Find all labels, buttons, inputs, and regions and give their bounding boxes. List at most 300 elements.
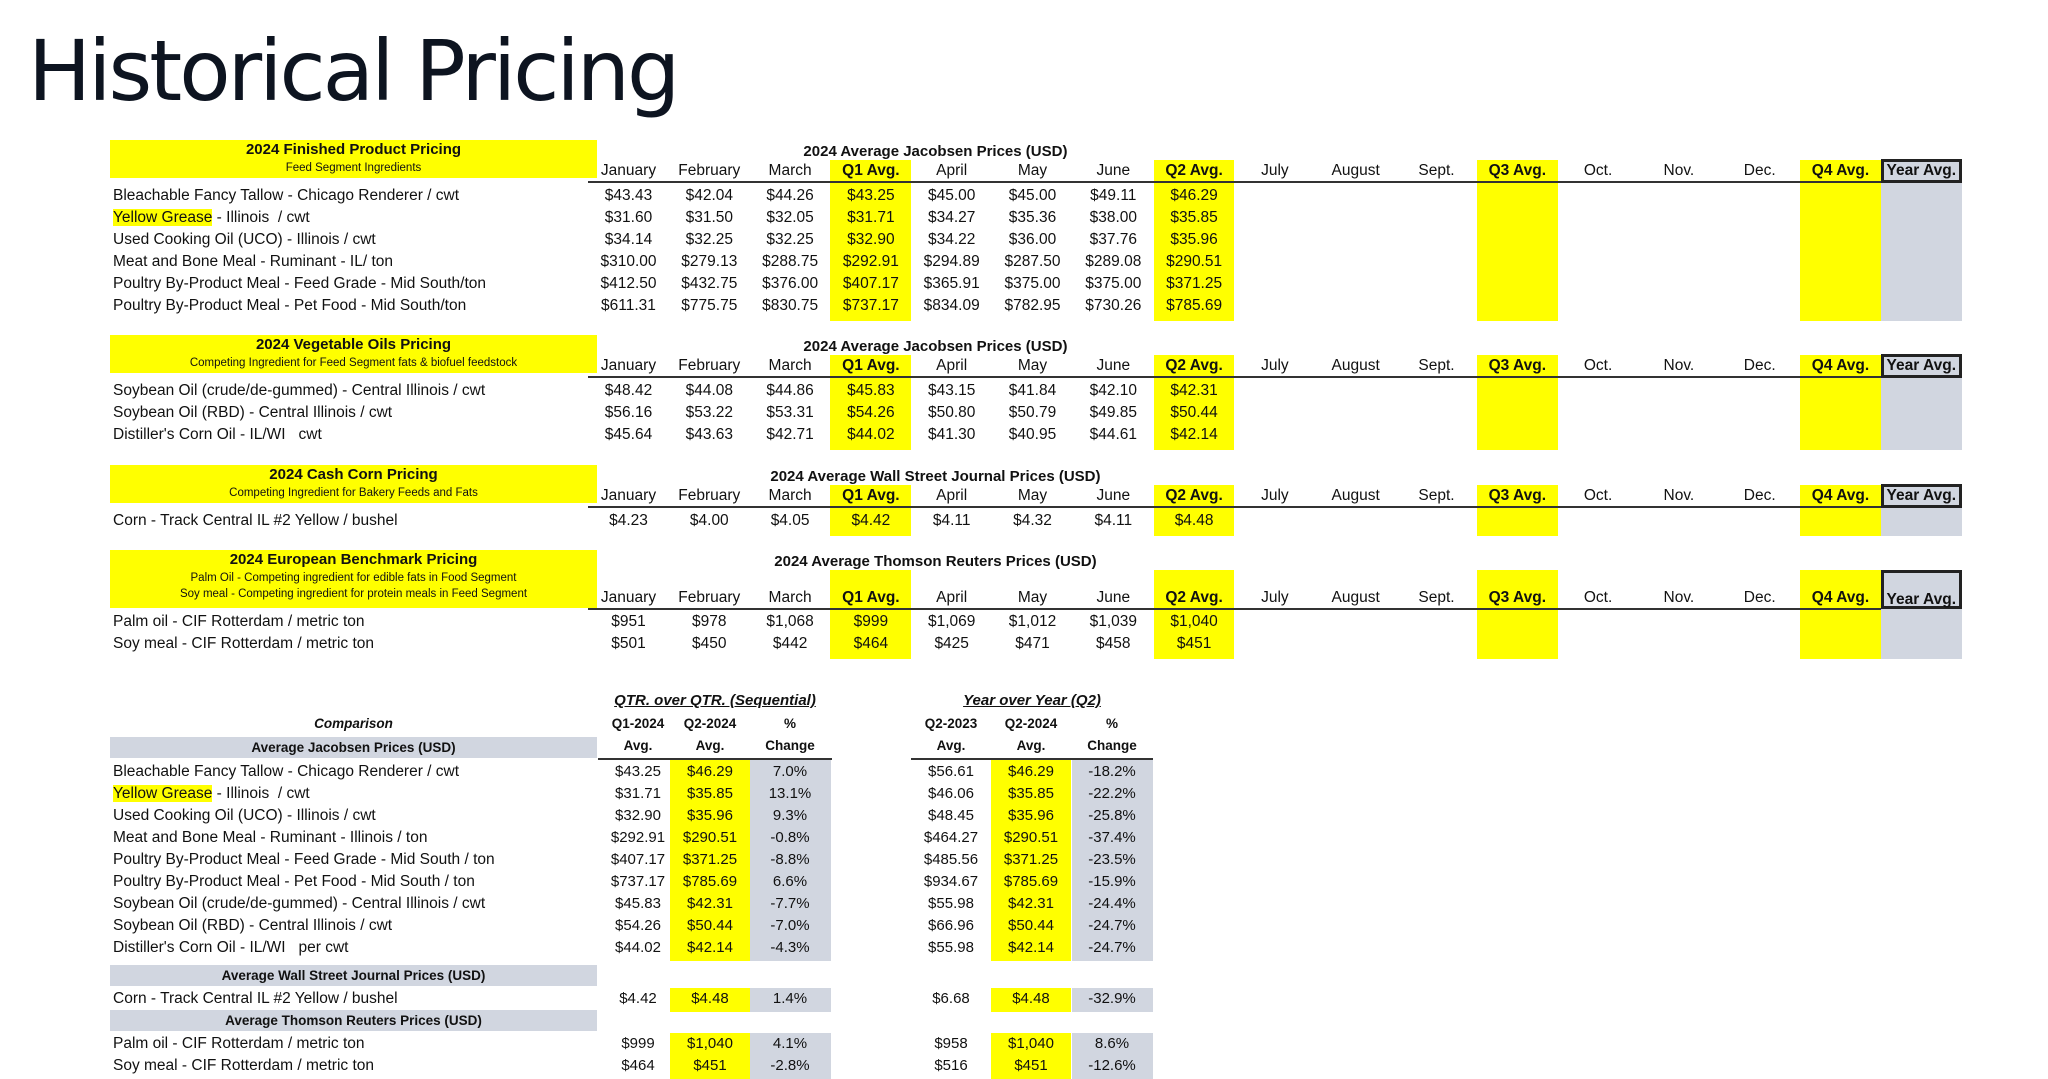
qoq-header: Q1-2024: [611, 716, 665, 731]
price-cell: $34.14: [604, 231, 653, 248]
column-header: Sept.: [1418, 357, 1455, 374]
price-cell: $4.05: [770, 512, 810, 529]
column-header: June: [1096, 487, 1131, 504]
qoq-cell: $45.83: [615, 895, 661, 912]
yoy-cell: $485.56: [923, 851, 979, 868]
column-header: May: [1017, 589, 1048, 606]
price-cell: $50.79: [1008, 404, 1057, 421]
column-header: Q1 Avg.: [842, 162, 900, 179]
price-cell: $1,068: [766, 613, 814, 630]
column-header: May: [1017, 487, 1048, 504]
yoy-cell: $50.44: [1008, 917, 1054, 934]
row-label-text: Poultry By-Product Meal - Feed Grade - Mid South / ton: [113, 851, 495, 868]
comparison-row-label: [113, 1033, 365, 1055]
price-cell: $310.00: [600, 253, 657, 270]
row-label-text: Used Cooking Oil (UCO) - Illinois / cwt: [113, 807, 376, 824]
yoy-cell: $42.14: [1008, 939, 1054, 956]
price-cell: $50.80: [927, 404, 976, 421]
row-label: [113, 510, 398, 532]
column-header: Oct.: [1583, 589, 1613, 606]
section-header-box: [110, 335, 597, 373]
comparison-row-label: [113, 783, 310, 805]
qoq-header: Change: [765, 738, 815, 753]
qoq-cell: $292.91: [610, 829, 666, 846]
qoq-cell: $1,040: [687, 1035, 733, 1052]
qoq-cell: $42.14: [687, 939, 733, 956]
column-header: April: [936, 162, 968, 179]
column-header: Sept.: [1418, 487, 1455, 504]
section-header-box: [110, 465, 597, 503]
row-label: [113, 229, 376, 251]
row-label-text: Used Cooking Oil (UCO) - Illinois / cwt: [113, 231, 376, 248]
yoy-cell: -32.9%: [1088, 990, 1136, 1007]
column-header: February: [678, 357, 741, 374]
column-header: Q3 Avg.: [1488, 357, 1546, 374]
qoq-header: Q2-2024: [683, 716, 737, 731]
price-cell: $294.89: [923, 253, 980, 270]
section-subtitle: Competing Ingredient for Feed Segment fats & biofuel feedstock: [189, 357, 518, 369]
column-header: Oct.: [1583, 487, 1613, 504]
qoq-cell: $999: [621, 1035, 655, 1052]
comparison-row-label: [113, 1055, 374, 1077]
price-cell: $951: [611, 613, 646, 630]
price-cell: $35.36: [1008, 209, 1057, 226]
price-cell: $38.00: [1089, 209, 1137, 226]
yoy-cell: $958: [934, 1035, 968, 1052]
yoy-header: Avg.: [1016, 738, 1046, 753]
column-header: July: [1261, 589, 1289, 606]
qoq-cell: $785.69: [682, 873, 738, 890]
column-header: Nov.: [1663, 487, 1695, 504]
row-label-text: Bleachable Fancy Tallow - Chicago Renderer / cwt: [113, 187, 460, 204]
column-header: April: [936, 589, 968, 606]
qoq-cell: $54.26: [615, 917, 661, 934]
row-label: [113, 273, 486, 295]
qoq-cell: -7.7%: [770, 895, 810, 912]
price-cell: $49.85: [1089, 404, 1137, 421]
price-cell: $44.26: [766, 187, 814, 204]
section-title: 2024 Finished Product Pricing: [245, 141, 462, 158]
price-cell: $43.43: [604, 187, 653, 204]
qoq-cell: 13.1%: [768, 785, 812, 802]
header-underline: [588, 376, 1881, 378]
yoy-cell: $785.69: [1003, 873, 1059, 890]
comparison-row-label: [113, 871, 475, 893]
row-label-text: Corn - Track Central IL #2 Yellow / bushel: [113, 990, 398, 1007]
price-cell: $501: [611, 635, 646, 652]
column-header: August: [1331, 357, 1380, 374]
column-header: June: [1096, 162, 1131, 179]
row-label: [113, 402, 392, 424]
price-cell: $289.08: [1085, 253, 1142, 270]
price-cell: $43.63: [685, 426, 733, 443]
column-header: Dec.: [1743, 589, 1776, 606]
column-header: Q1 Avg.: [842, 589, 900, 606]
price-cell: $44.02: [847, 426, 895, 443]
price-cell: $730.26: [1085, 297, 1142, 314]
quarter-avg-column-highlight: [1800, 570, 1881, 659]
price-cell: $978: [692, 613, 727, 630]
price-cell: $471: [1015, 635, 1050, 652]
column-header: February: [678, 589, 741, 606]
highlighted-label-text: Yellow Grease: [113, 209, 213, 226]
price-cell: $50.44: [1170, 404, 1218, 421]
qoq-cell: 4.1%: [772, 1035, 808, 1052]
row-label-text: Soybean Oil (RBD) - Central Illinois / cwt: [113, 404, 393, 421]
price-cell: $1,040: [1170, 613, 1218, 630]
section-title: 2024 European Benchmark Pricing: [229, 551, 478, 568]
price-cell: $365.91: [923, 275, 980, 292]
yoy-title: Year over Year (Q2): [963, 692, 1101, 709]
qoq-cell: $407.17: [610, 851, 666, 868]
qoq-cell: 6.6%: [772, 873, 808, 890]
column-header: Q4 Avg.: [1811, 589, 1870, 606]
column-header: Q2 Avg.: [1165, 487, 1223, 504]
column-header: Q3 Avg.: [1488, 589, 1546, 606]
column-header: Year Avg.: [1881, 570, 1962, 609]
row-label-text: Distiller's Corn Oil - IL/WI cwt: [113, 426, 322, 443]
price-cell: $35.96: [1170, 231, 1218, 248]
column-header: Q3 Avg.: [1488, 162, 1546, 179]
yoy-cell: $1,040: [1008, 1035, 1054, 1052]
column-header: Dec.: [1743, 357, 1776, 374]
price-source-title: 2024 Average Wall Street Journal Prices (USD): [770, 468, 1101, 485]
yoy-cell: $55.98: [928, 939, 974, 956]
column-header: Sept.: [1418, 589, 1455, 606]
yoy-cell: $516: [934, 1057, 968, 1074]
row-label: [113, 251, 393, 273]
column-header: March: [768, 162, 812, 179]
column-header: January: [600, 357, 657, 374]
yoy-cell: $35.96: [1008, 807, 1054, 824]
price-cell: $450: [692, 635, 727, 652]
column-header: June: [1096, 589, 1131, 606]
price-cell: $782.95: [1004, 297, 1061, 314]
comparison-row-label: [113, 893, 485, 915]
qoq-cell: $4.48: [691, 990, 729, 1007]
yoy-cell: -15.9%: [1088, 873, 1136, 890]
price-cell: $40.95: [1008, 426, 1057, 443]
section-subtitle: Feed Segment Ingredients: [285, 162, 422, 174]
column-header: Year Avg.: [1881, 484, 1962, 508]
header-underline: [588, 506, 1881, 508]
qoq-cell: -7.0%: [770, 917, 810, 934]
yoy-header: %: [1105, 716, 1118, 731]
section-header-box: [110, 140, 597, 178]
comparison-group-header: Average Wall Street Journal Prices (USD): [110, 965, 597, 986]
row-label-text: Soybean Oil (crude/de-gummed) - Central Illinois / cwt: [113, 895, 486, 912]
price-cell: $432.75: [681, 275, 738, 292]
comparison-row-label: [113, 761, 459, 783]
yoy-cell: $290.51: [1003, 829, 1059, 846]
column-header: August: [1331, 589, 1380, 606]
qoq-cell: $35.85: [687, 785, 733, 802]
yoy-cell: -12.6%: [1088, 1057, 1136, 1074]
column-header: March: [768, 487, 812, 504]
price-cell: $1,012: [1008, 613, 1057, 630]
price-cell: $48.42: [604, 382, 653, 399]
qoq-cell: -8.8%: [770, 851, 810, 868]
price-cell: $37.76: [1089, 231, 1137, 248]
price-cell: $1,039: [1089, 613, 1137, 630]
qoq-header: Avg.: [695, 738, 725, 753]
qoq-cell: $42.31: [687, 895, 733, 912]
row-label-text: Corn - Track Central IL #2 Yellow / bushel: [113, 512, 398, 529]
price-cell: $42.31: [1170, 382, 1218, 399]
column-header: Q2 Avg.: [1165, 589, 1223, 606]
price-cell: $376.00: [762, 275, 819, 292]
price-cell: $32.05: [766, 209, 814, 226]
column-header: Dec.: [1743, 487, 1776, 504]
yoy-header: Q2-2024: [1004, 716, 1058, 731]
yoy-cell: -18.2%: [1088, 763, 1136, 780]
yoy-cell: $6.68: [932, 990, 970, 1007]
price-cell: $44.86: [766, 382, 814, 399]
price-cell: $31.60: [604, 209, 653, 226]
column-header: July: [1261, 162, 1289, 179]
column-header: Q2 Avg.: [1165, 162, 1223, 179]
column-header: July: [1261, 357, 1289, 374]
column-header: Q1 Avg.: [842, 357, 900, 374]
column-header: Q4 Avg.: [1811, 162, 1870, 179]
row-label: [113, 611, 365, 633]
row-label-text: Poultry By-Product Meal - Pet Food - Mid South / ton: [113, 873, 475, 890]
price-cell: $375.00: [1085, 275, 1142, 292]
row-label-text: Poultry By-Product Meal - Pet Food - Mid South/ton: [113, 297, 467, 314]
year-avg-column-highlight: [1881, 160, 1962, 321]
yoy-cell: $46.29: [1008, 763, 1054, 780]
price-cell: $43.15: [927, 382, 976, 399]
column-header: July: [1261, 487, 1289, 504]
row-label-text: Distiller's Corn Oil - IL/WI per cwt: [113, 939, 349, 956]
column-header: January: [600, 162, 657, 179]
qoq-header: %: [783, 716, 796, 731]
row-label: [113, 633, 374, 655]
column-header: May: [1017, 357, 1048, 374]
price-cell: $31.71: [847, 209, 895, 226]
qoq-cell: $31.71: [615, 785, 661, 802]
column-header: Oct.: [1583, 162, 1613, 179]
yoy-cell: -24.4%: [1088, 895, 1136, 912]
price-cell: $43.25: [847, 187, 895, 204]
price-cell: $4.00: [689, 512, 729, 529]
column-header: Oct.: [1583, 357, 1613, 374]
price-cell: $288.75: [762, 253, 819, 270]
comparison-row-label: [113, 937, 349, 959]
yoy-header: Avg.: [936, 738, 966, 753]
section-subtitle: Palm Oil - Competing ingredient for edible fats in Food Segment: [190, 572, 517, 584]
qoq-cell: -4.3%: [770, 939, 810, 956]
qoq-cell: $32.90: [615, 807, 661, 824]
column-header: Nov.: [1663, 357, 1695, 374]
comparison-row-label: [113, 827, 427, 849]
comparison-row-label: [113, 988, 398, 1010]
column-header: Q2 Avg.: [1165, 357, 1223, 374]
row-label: [113, 185, 459, 207]
row-label-text: - Illinois / cwt: [212, 209, 310, 226]
price-cell: $279.13: [681, 253, 738, 270]
price-cell: $451: [1176, 635, 1212, 652]
price-cell: $1,069: [927, 613, 976, 630]
price-cell: $45.83: [847, 382, 895, 399]
quarter-avg-column-highlight: [1800, 160, 1881, 321]
qoq-cell: $46.29: [687, 763, 733, 780]
price-cell: $41.84: [1008, 382, 1057, 399]
row-label-text: Meat and Bone Meal - Ruminant - Illinois / ton: [113, 829, 428, 846]
row-label: [113, 295, 466, 317]
comparison-label: Comparison: [314, 716, 393, 731]
section-header-box: [110, 550, 597, 608]
price-cell: $834.09: [923, 297, 980, 314]
price-cell: $45.64: [604, 426, 653, 443]
yoy-cell: $56.61: [928, 763, 974, 780]
yoy-cell: 8.6%: [1094, 1035, 1130, 1052]
comparison-row-label: [113, 805, 376, 827]
qoq-cell: $737.17: [610, 873, 666, 890]
yoy-cell: $451: [1014, 1057, 1048, 1074]
column-header: Q4 Avg.: [1811, 357, 1870, 374]
column-header: Year Avg.: [1881, 159, 1962, 183]
header-underline: [588, 608, 1881, 610]
price-cell: $42.04: [685, 187, 733, 204]
column-header: Q3 Avg.: [1488, 487, 1546, 504]
price-cell: $371.25: [1166, 275, 1223, 292]
price-cell: $53.31: [766, 404, 814, 421]
qoq-cell: 9.3%: [772, 807, 808, 824]
price-cell: $830.75: [762, 297, 819, 314]
row-label-text: Palm oil - CIF Rotterdam / metric ton: [113, 613, 365, 630]
price-cell: $49.11: [1090, 187, 1137, 204]
quarter-avg-column-highlight: [1477, 160, 1558, 321]
section-subtitle: Competing Ingredient for Bakery Feeds and Fats: [229, 487, 478, 499]
row-label-text: Meat and Bone Meal - Ruminant - IL/ ton: [113, 253, 394, 270]
column-header: June: [1096, 357, 1131, 374]
price-cell: $53.22: [685, 404, 733, 421]
qoq-cell: $290.51: [682, 829, 738, 846]
yoy-cell: $55.98: [928, 895, 974, 912]
price-cell: $32.25: [766, 231, 814, 248]
column-header: May: [1017, 162, 1048, 179]
qoq-cell: 1.4%: [772, 990, 808, 1007]
qoq-cell: -2.8%: [770, 1057, 810, 1074]
qoq-cell: $50.44: [687, 917, 733, 934]
quarter-avg-column-highlight: [1477, 570, 1558, 659]
price-source-title: 2024 Average Thomson Reuters Prices (USD): [774, 553, 1097, 570]
qoq-cell: -0.8%: [770, 829, 810, 846]
qoq-cell: $43.25: [615, 763, 661, 780]
price-cell: $34.22: [927, 231, 976, 248]
price-cell: $292.91: [842, 253, 899, 270]
price-cell: $775.75: [681, 297, 738, 314]
column-header: Nov.: [1663, 162, 1695, 179]
price-cell: $290.51: [1166, 253, 1223, 270]
qoq-cell: $44.02: [615, 939, 661, 956]
yoy-cell: $464.27: [923, 829, 979, 846]
price-cell: $785.69: [1166, 297, 1223, 314]
price-cell: $41.30: [927, 426, 976, 443]
yoy-cell: $371.25: [1003, 851, 1059, 868]
qoq-cell: $35.96: [687, 807, 733, 824]
price-cell: $4.11: [1094, 512, 1133, 529]
price-cell: $464: [853, 635, 889, 652]
price-cell: $4.42: [851, 512, 891, 529]
row-label-text: Soy meal - CIF Rotterdam / metric ton: [113, 635, 374, 652]
price-cell: $56.16: [604, 404, 653, 421]
price-cell: $375.00: [1004, 275, 1061, 292]
yoy-cell: $4.48: [1012, 990, 1050, 1007]
yoy-header: Change: [1087, 738, 1137, 753]
yoy-cell: -24.7%: [1088, 939, 1136, 956]
section-title: 2024 Vegetable Oils Pricing: [255, 336, 452, 353]
row-label-text: Poultry By-Product Meal - Feed Grade - Mid South/ton: [113, 275, 487, 292]
price-cell: $54.26: [847, 404, 895, 421]
yoy-cell: $934.67: [923, 873, 979, 890]
column-header: August: [1331, 487, 1380, 504]
price-cell: $45.00: [1008, 187, 1057, 204]
column-header: Dec.: [1743, 162, 1776, 179]
price-cell: $42.10: [1089, 382, 1137, 399]
yoy-cell: -22.2%: [1088, 785, 1136, 802]
comparison-group-header: Average Jacobsen Prices (USD): [110, 737, 597, 758]
price-cell: $287.50: [1004, 253, 1061, 270]
price-source-title: 2024 Average Jacobsen Prices (USD): [803, 338, 1068, 355]
price-cell: $412.50: [600, 275, 657, 292]
price-cell: $999: [853, 613, 889, 630]
price-cell: $45.00: [927, 187, 976, 204]
price-source-title: 2024 Average Jacobsen Prices (USD): [803, 143, 1068, 160]
price-cell: $442: [772, 635, 808, 652]
price-cell: $32.25: [685, 231, 733, 248]
column-header: Q4 Avg.: [1811, 487, 1870, 504]
yoy-cell: $35.85: [1008, 785, 1054, 802]
qoq-cell: $451: [693, 1057, 727, 1074]
yoy-cell: $46.06: [928, 785, 974, 802]
section-subtitle: Soy meal - Competing ingredient for protein meals in Feed Segment: [179, 588, 528, 600]
price-cell: $36.00: [1008, 231, 1057, 248]
yoy-cell: $42.31: [1008, 895, 1054, 912]
price-cell: $44.08: [685, 382, 733, 399]
yoy-cell: -24.7%: [1088, 917, 1136, 934]
price-cell: $44.61: [1089, 426, 1137, 443]
price-cell: $32.90: [847, 231, 895, 248]
row-label-text: Bleachable Fancy Tallow - Chicago Renderer / cwt: [113, 763, 460, 780]
qoq-cell: $464: [621, 1057, 655, 1074]
column-header: March: [768, 357, 812, 374]
column-header: February: [678, 162, 741, 179]
column-header: April: [936, 357, 968, 374]
yoy-cell: $48.45: [928, 807, 974, 824]
price-cell: $611.31: [601, 297, 656, 314]
price-cell: $458: [1096, 635, 1131, 652]
yoy-cell: -23.5%: [1088, 851, 1136, 868]
yoy-header: Q2-2023: [924, 716, 978, 731]
row-label-text: Soybean Oil (crude/de-gummed) - Central Illinois / cwt: [113, 382, 486, 399]
row-label-text: Soy meal - CIF Rotterdam / metric ton: [113, 1057, 374, 1074]
row-label: [113, 380, 485, 402]
row-label: [113, 207, 310, 229]
yoy-cell: $66.96: [928, 917, 974, 934]
highlighted-label-text: Yellow Grease: [113, 785, 213, 802]
price-cell: $4.32: [1013, 512, 1052, 529]
qoq-header: Avg.: [623, 738, 653, 753]
comparison-row-label: [113, 849, 495, 871]
row-label-text: Soybean Oil (RBD) - Central Illinois / cwt: [113, 917, 393, 934]
price-cell: $4.11: [932, 512, 971, 529]
page-title: Historical Pricing: [28, 22, 678, 120]
yoy-cell: -25.8%: [1088, 807, 1136, 824]
comparison-row-label: [113, 915, 392, 937]
qoq-cell: $4.42: [619, 990, 657, 1007]
